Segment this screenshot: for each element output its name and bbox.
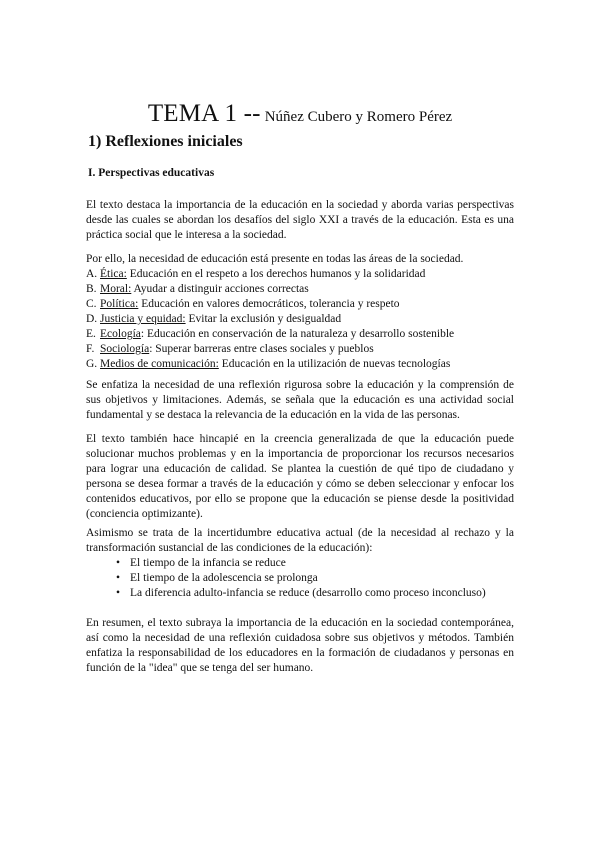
area-desc: Educación en la utilización de nuevas tecnologías — [218, 358, 451, 370]
area-desc: : Superar barreras entre clases sociales y pueblos — [149, 343, 374, 355]
paragraph-2: Se enfatiza la necesidad de una reflexión rigurosa sobre la educación y la comprensión de sus objetivos y limitaciones. Además, se señala que la educación es una actividad social fundamental y se destaca la relevancia de la educación en la vida de las personas. — [86, 379, 514, 421]
area-desc: Educación en valores democráticos, tolerancia y respeto — [138, 298, 400, 310]
area-term: Ética: — [100, 268, 127, 280]
area-desc: Evitar la exclusión y desigualdad — [185, 313, 342, 325]
areas-block — [86, 252, 514, 372]
paragraph-1: El texto destaca la importancia de la educación en la sociedad y aborda varias perspectivas desde las cuales se abordan los desafíos del siglo XXI a través de la educación. Esta es una práctica social que le interesa a la sociedad. — [86, 199, 514, 241]
paragraph-4-block — [86, 526, 514, 601]
section-heading: 1) Reflexiones iniciales — [88, 133, 243, 150]
areas-list — [86, 267, 514, 372]
paragraph-3: El texto también hace hincapié en la creencia generalizada de que la educación puede solucionar muchos problemas y en la importancia de proporcionar los recursos necesarios para lograr una educación de calidad. Se plantea la cuestión de qué tipo de ciudadano y persona se desea formar a través de la educación y cómo se deben seleccionar y enfocar los contenidos educativos, por ello se propone que la educación se piense desde la positividad (conciencia optimizante). — [86, 433, 514, 520]
list-item: D. Justicia y equidad: Evitar la exclusión y desigualdad — [86, 313, 342, 325]
paragraph-5: En resumen, el texto subraya la importancia de la educación en la sociedad contemporánea, así como la necesidad de una reflexión cuidadosa sobre sus objetivos y métodos. También enfatiza la responsabilidad de los educadores en la formación de ciudadanos y personas en función de la "idea" que se tenga del ser humano. — [86, 617, 514, 674]
area-desc: Educación en el respeto a los derechos humanos y la solidaridad — [126, 268, 426, 280]
area-desc: : Educación en conservación de la naturaleza y desarrollo sostenible — [140, 328, 455, 340]
title-authors: Núñez Cubero y Romero Pérez — [264, 109, 453, 125]
area-term: Ecología — [100, 328, 141, 340]
area-term: Política: — [100, 298, 139, 310]
list-item: • El tiempo de la infancia se reduce — [116, 556, 514, 571]
paragraph-4: Asimismo se trata de la incertidumbre educativa actual (de la necesidad al rechazo y la transformación sustancial de las condiciones de la educación): — [86, 527, 514, 554]
area-term: Medios de comunicación: — [100, 358, 219, 370]
list-item: C. Política: Educación en valores democráticos, tolerancia y respeto — [86, 298, 400, 310]
list-item: E. Ecología: Educación en conservación de la naturaleza y desarrollo sostenible — [86, 328, 455, 340]
title-main: TEMA 1 -- — [147, 100, 261, 127]
bullet-list — [86, 556, 514, 601]
list-item: • La diferencia adulto-infancia se reduce (desarrollo como proceso inconcluso) — [116, 586, 514, 601]
list-item: A. Ética: Educación en el respeto a los derechos humanos y la solidaridad — [86, 268, 426, 280]
list-intro: Por ello, la necesidad de educación está presente en todas las áreas de la sociedad. — [86, 253, 464, 265]
document-title — [0, 100, 600, 128]
area-term: Moral: — [100, 283, 132, 295]
list-item: B. Moral: Ayudar a distinguir acciones correctas — [86, 283, 309, 295]
area-term: Justicia y equidad: — [100, 313, 186, 325]
area-desc: Ayudar a distinguir acciones correctas — [131, 283, 309, 295]
list-item: • El tiempo de la adolescencia se prolonga — [116, 571, 514, 586]
subsection-heading: I. Perspectivas educativas — [88, 167, 215, 179]
list-item: G. Medios de comunicación: Educación en la utilización de nuevas tecnologías — [86, 358, 451, 370]
list-item: F. Sociología: Superar barreras entre clases sociales y pueblos — [86, 343, 374, 355]
area-term: Sociología — [100, 343, 150, 355]
